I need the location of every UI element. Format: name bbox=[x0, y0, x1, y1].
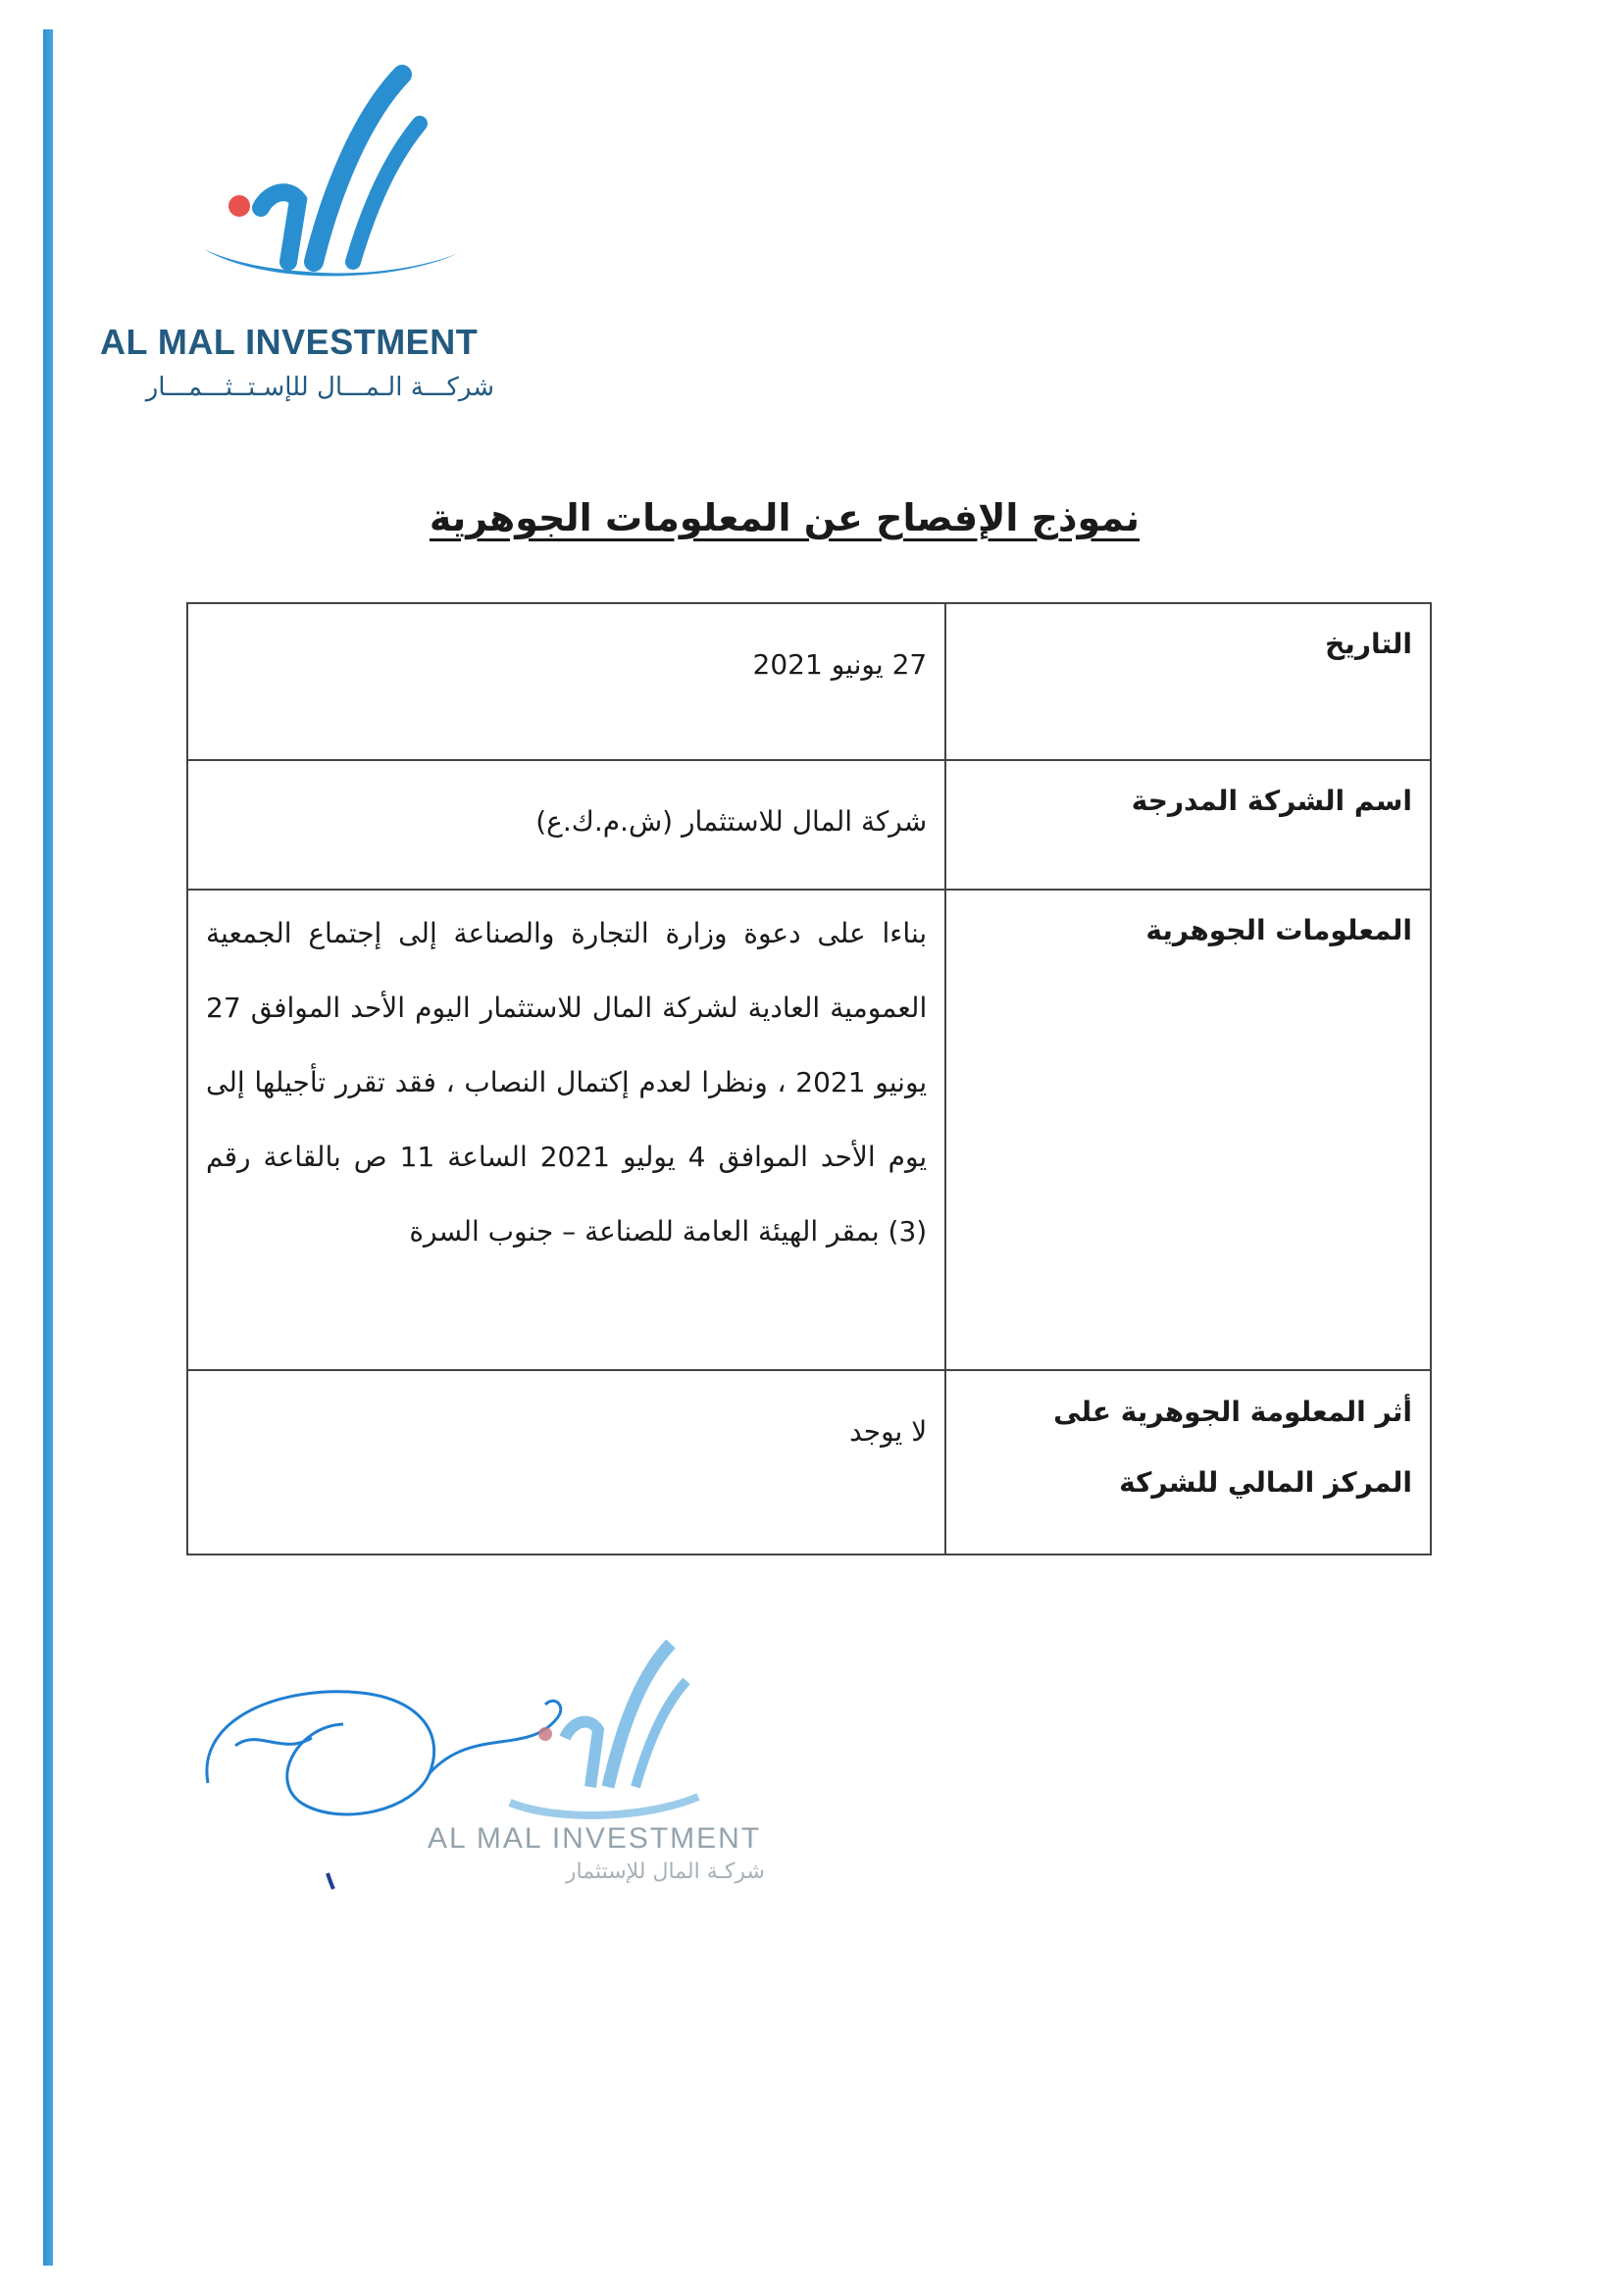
stamp-text-en: AL MAL INVESTMENT bbox=[428, 1822, 762, 1855]
row-label-material-info: المعلومات الجوهرية bbox=[945, 890, 1431, 1370]
row-label-impact: أثر المعلومة الجوهرية على المركز المالي للشركة bbox=[945, 1370, 1431, 1555]
company-logo bbox=[96, 61, 508, 414]
logo-text-en: AL MAL INVESTMENT bbox=[100, 322, 479, 362]
disclosure-table bbox=[186, 602, 1432, 1555]
left-margin-rule bbox=[43, 29, 53, 2266]
row-value-date: 27 يونيو 2021 bbox=[187, 603, 945, 760]
row-value-company: شركة المال للاستثمار (ش.م.ك.ع) bbox=[187, 760, 945, 890]
company-stamp bbox=[196, 1608, 804, 1903]
al-mal-logo-mark-icon bbox=[96, 61, 508, 316]
row-label-company: اسم الشركة المدرجة bbox=[945, 760, 1431, 890]
row-value-material-info: بناءا على دعوة وزارة التجارة والصناعة إلى إجتماع الجمعية العمومية العادية لشركة المال للاستثمار اليوم الأحد الموافق 27 يونيو 2021 ، ونظرا لعدم إكتمال النصاب ، فقد تقرر تأجيلها إلى يوم الأحد الموافق 4 يوليو 2021 الساعة 11 ص بالقاعة رقم (3) بمقر الهيئة العامة للصناعة – جنوب السرة bbox=[187, 890, 945, 1370]
table-row bbox=[187, 890, 1431, 1370]
table-row bbox=[187, 760, 1431, 890]
row-label-date: التاريخ bbox=[945, 603, 1431, 760]
stamp-text-ar: شركـة المال للإستثمار bbox=[565, 1860, 765, 1884]
form-title: نموذج الإفصاح عن المعلومات الجوهرية bbox=[429, 496, 1141, 539]
company-stamp-signature-icon bbox=[196, 1608, 804, 1903]
logo-text-ar: شركـــة الـمـــال للإسـتــثـــمـــار bbox=[145, 373, 494, 402]
table-row bbox=[187, 1370, 1431, 1555]
table-row bbox=[187, 603, 1431, 760]
row-value-impact: لا يوجد bbox=[187, 1370, 945, 1555]
